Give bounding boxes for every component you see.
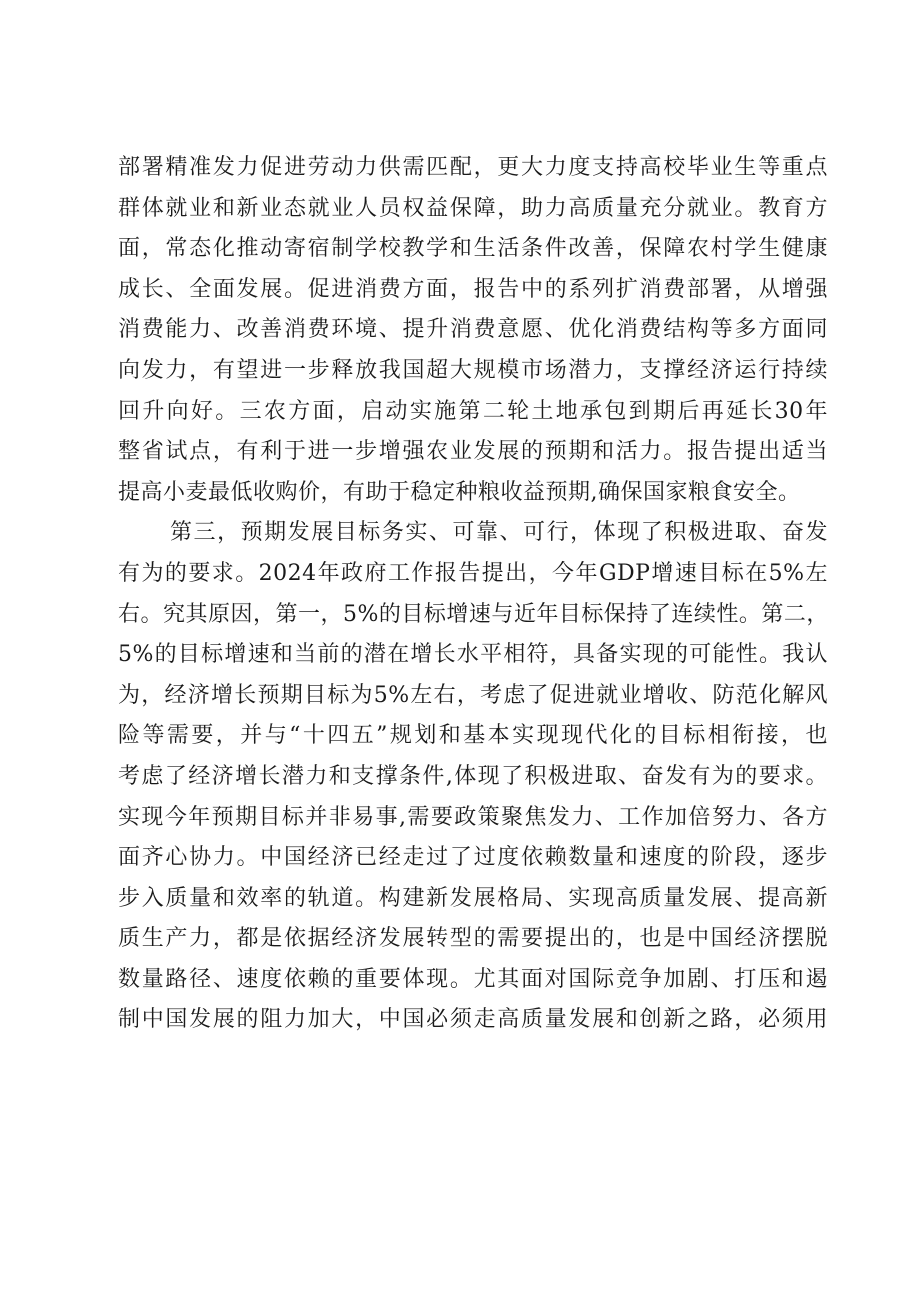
text-line-7: 回升向好。三农方面，启动实施第二轮土地承包到期后再延长30年: [118, 398, 828, 424]
text-line-21: 数量路径、速度依赖的重要体现。尤其面对国际竞争加剧、打压和遏: [118, 966, 828, 992]
text-line-17: 实现今年预期目标并非易事,需要政策聚焦发力、工作加倍努力、各方: [118, 804, 828, 830]
text-line-2: 群体就业和新业态就业人员权益保障，助力高质量充分就业。教育方: [118, 195, 828, 221]
text-line-11: 有为的要求。2024年政府工作报告提出，今年GDP增速目标在5%左: [118, 560, 828, 586]
text-line-13: 5%的目标增速和当前的潜在增长水平相符，具备实现的可能性。我认: [118, 642, 828, 668]
text-line-18: 面齐心协力。中国经济已经走过了过度依赖数量和速度的阶段，逐步: [118, 845, 828, 871]
text-line-3: 面，常态化推动寄宿制学校教学和生活条件改善，保障农村学生健康: [118, 236, 828, 262]
body-text: [118, 148, 828, 1041]
text-line-4: 成长、全面发展。促进消费方面，报告中的系列扩消费部署，从增强: [118, 276, 828, 302]
text-line-9: 提高小麦最低收购价，有助于稳定种粮收益预期,确保国家粮食安全。: [118, 479, 801, 505]
text-line-22: 制中国发展的阻力加大，中国必须走高质量发展和创新之路，必须用: [118, 1007, 828, 1033]
text-line-6: 向发力，有望进一步释放我国超大规模市场潜力，支撑经济运行持续: [118, 357, 828, 383]
text-line-1: 部署精准发力促进劳动力供需匹配，更大力度支持高校毕业生等重点: [118, 155, 828, 180]
text-line-15: 险等需要，并与“十四五”规划和基本实现现代化的目标相衔接，也: [118, 723, 828, 749]
text-line-14: 为，经济增长预期目标为5%左右，考虑了促进就业增收、防范化解风: [118, 682, 828, 708]
text-line-19: 步入质量和效率的轨道。构建新发展格局、实现高质量发展、提高新: [118, 885, 828, 911]
text-line-8: 整省试点，有利于进一步增强农业发展的预期和活力。报告提出适当: [118, 439, 828, 465]
text-line-10: 第三，预期发展目标务实、可靠、可行，体现了积极进取、奋发: [170, 520, 828, 546]
text-line-20: 质生产力，都是依据经济发展转型的需要提出的，也是中国经济摆脱: [118, 926, 828, 952]
text-line-12: 右。究其原因，第一，5%的目标增速与近年目标保持了连续性。第二，: [118, 601, 829, 627]
text-line-5: 消费能力、改善消费环境、提升消费意愿、优化消费结构等多方面同: [118, 317, 828, 343]
text-line-16: 考虑了经济增长潜力和支撑条件,体现了积极进取、奋发有为的要求。: [118, 763, 828, 789]
